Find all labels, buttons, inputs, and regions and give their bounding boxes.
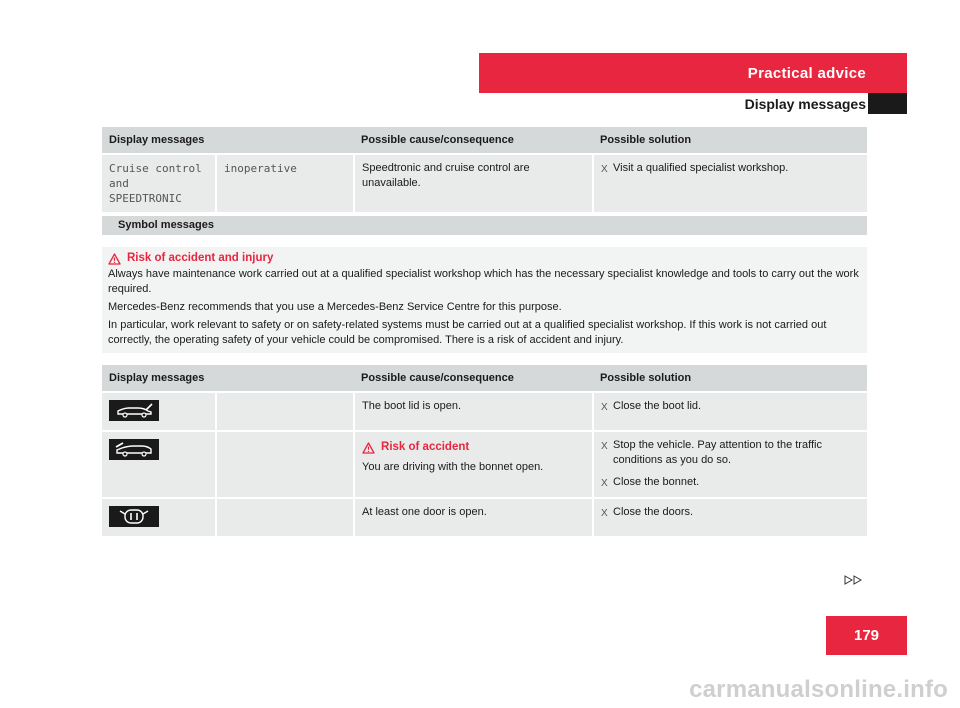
- cause-cell: [354, 431, 593, 498]
- display-message-cell: [102, 154, 216, 213]
- solution-cell: [593, 154, 867, 213]
- symbol-cell: [102, 498, 216, 537]
- column-header-cause: Possible cause/consequence: [354, 365, 593, 392]
- solution-cell: [593, 431, 867, 498]
- column-header-display-messages: Display messages: [102, 127, 354, 154]
- column-header-display-messages: Display messages: [102, 365, 354, 392]
- cause-cell: The boot lid is open.: [354, 392, 593, 431]
- cause-text: You are driving with the bonnet open.: [362, 461, 544, 473]
- display-messages-table-2: [102, 365, 867, 538]
- solution-item: [601, 399, 860, 415]
- bonnet-open-icon: [109, 439, 159, 460]
- warning-paragraph-1: Always have maintenance work carried out at a qualified specialist workshop which has the necessary specialist knowledge and tools to carry out the work required.: [108, 268, 859, 295]
- solution-text: Close the doors.: [613, 506, 694, 518]
- symbol-messages-heading: Symbol messages: [102, 216, 867, 235]
- page-number: 179: [853, 627, 880, 644]
- section-header: [479, 53, 907, 93]
- cause-cell: [354, 154, 593, 213]
- boot-open-icon: [109, 400, 159, 421]
- continued-arrows-icon: [844, 575, 864, 585]
- empty-cell: [216, 392, 354, 431]
- solution-text: Visit a qualified specialist workshop.: [613, 162, 789, 174]
- header-tab-marker: [868, 93, 907, 114]
- table-header-row: [102, 127, 867, 154]
- cause-line-2: unavailable.: [362, 177, 421, 189]
- watermark: carmanualsonline.info: [689, 676, 948, 703]
- table-row: [102, 498, 867, 537]
- row-warning-title: Risk of accident: [381, 441, 470, 453]
- warning-paragraph-3: In particular, work relevant to safety or on safety-related systems must be carried out at a qualified specialist workshop. If this work is not carried out correctly, the operating safety of your vehicle could be compromised. There is a risk of accident and injury.: [108, 319, 827, 346]
- solution-item: [601, 161, 860, 177]
- symbol-cell: [102, 431, 216, 498]
- warning-box: [102, 247, 867, 353]
- empty-cell: [216, 431, 354, 498]
- door-open-icon: [109, 506, 159, 527]
- solution-text: Close the boot lid.: [613, 400, 702, 412]
- action-marker-icon: X: [601, 478, 608, 489]
- warning-heading: [108, 251, 861, 266]
- section-title: Practical advice: [747, 64, 866, 82]
- solution-cell: [593, 498, 867, 537]
- warning-triangle-icon: [108, 253, 121, 265]
- solution-item: [601, 505, 860, 521]
- empty-cell: [216, 498, 354, 537]
- cause-line-1: Speedtronic and cruise control are: [362, 162, 530, 174]
- action-marker-icon: X: [601, 402, 608, 413]
- table-row: [102, 392, 867, 431]
- table-header-row: [102, 365, 867, 392]
- display-message-line-1: Cruise control: [109, 162, 202, 175]
- subsection-title: Display messages: [744, 96, 866, 112]
- symbol-cell: [102, 392, 216, 431]
- solution-item: [601, 475, 860, 491]
- solution-text: Stop the vehicle. Pay attention to the traffic conditions as you do so.: [613, 439, 822, 466]
- warning-title: Risk of accident and injury: [127, 252, 274, 264]
- warning-triangle-icon: [362, 442, 375, 454]
- column-header-cause: Possible cause/consequence: [354, 127, 593, 154]
- table-row: [102, 431, 867, 498]
- column-header-solution: Possible solution: [593, 127, 867, 154]
- display-messages-table-1: [102, 127, 867, 214]
- table-row: [102, 154, 867, 213]
- solution-cell: [593, 392, 867, 431]
- solution-item: [601, 438, 860, 468]
- action-marker-icon: X: [601, 164, 608, 175]
- display-message-line-2: and SPEEDTRONIC: [109, 177, 182, 205]
- cause-cell: At least one door is open.: [354, 498, 593, 537]
- warning-paragraph-2: Mercedes-Benz recommends that you use a Mercedes-Benz Service Centre for this purpose.: [108, 301, 562, 313]
- display-status-cell: inoperative: [216, 154, 354, 213]
- action-marker-icon: X: [601, 508, 608, 519]
- column-header-solution: Possible solution: [593, 365, 867, 392]
- row-warning-heading: [362, 440, 585, 455]
- page-number-box: [826, 616, 907, 655]
- action-marker-icon: X: [601, 441, 608, 452]
- solution-text: Close the bonnet.: [613, 476, 700, 488]
